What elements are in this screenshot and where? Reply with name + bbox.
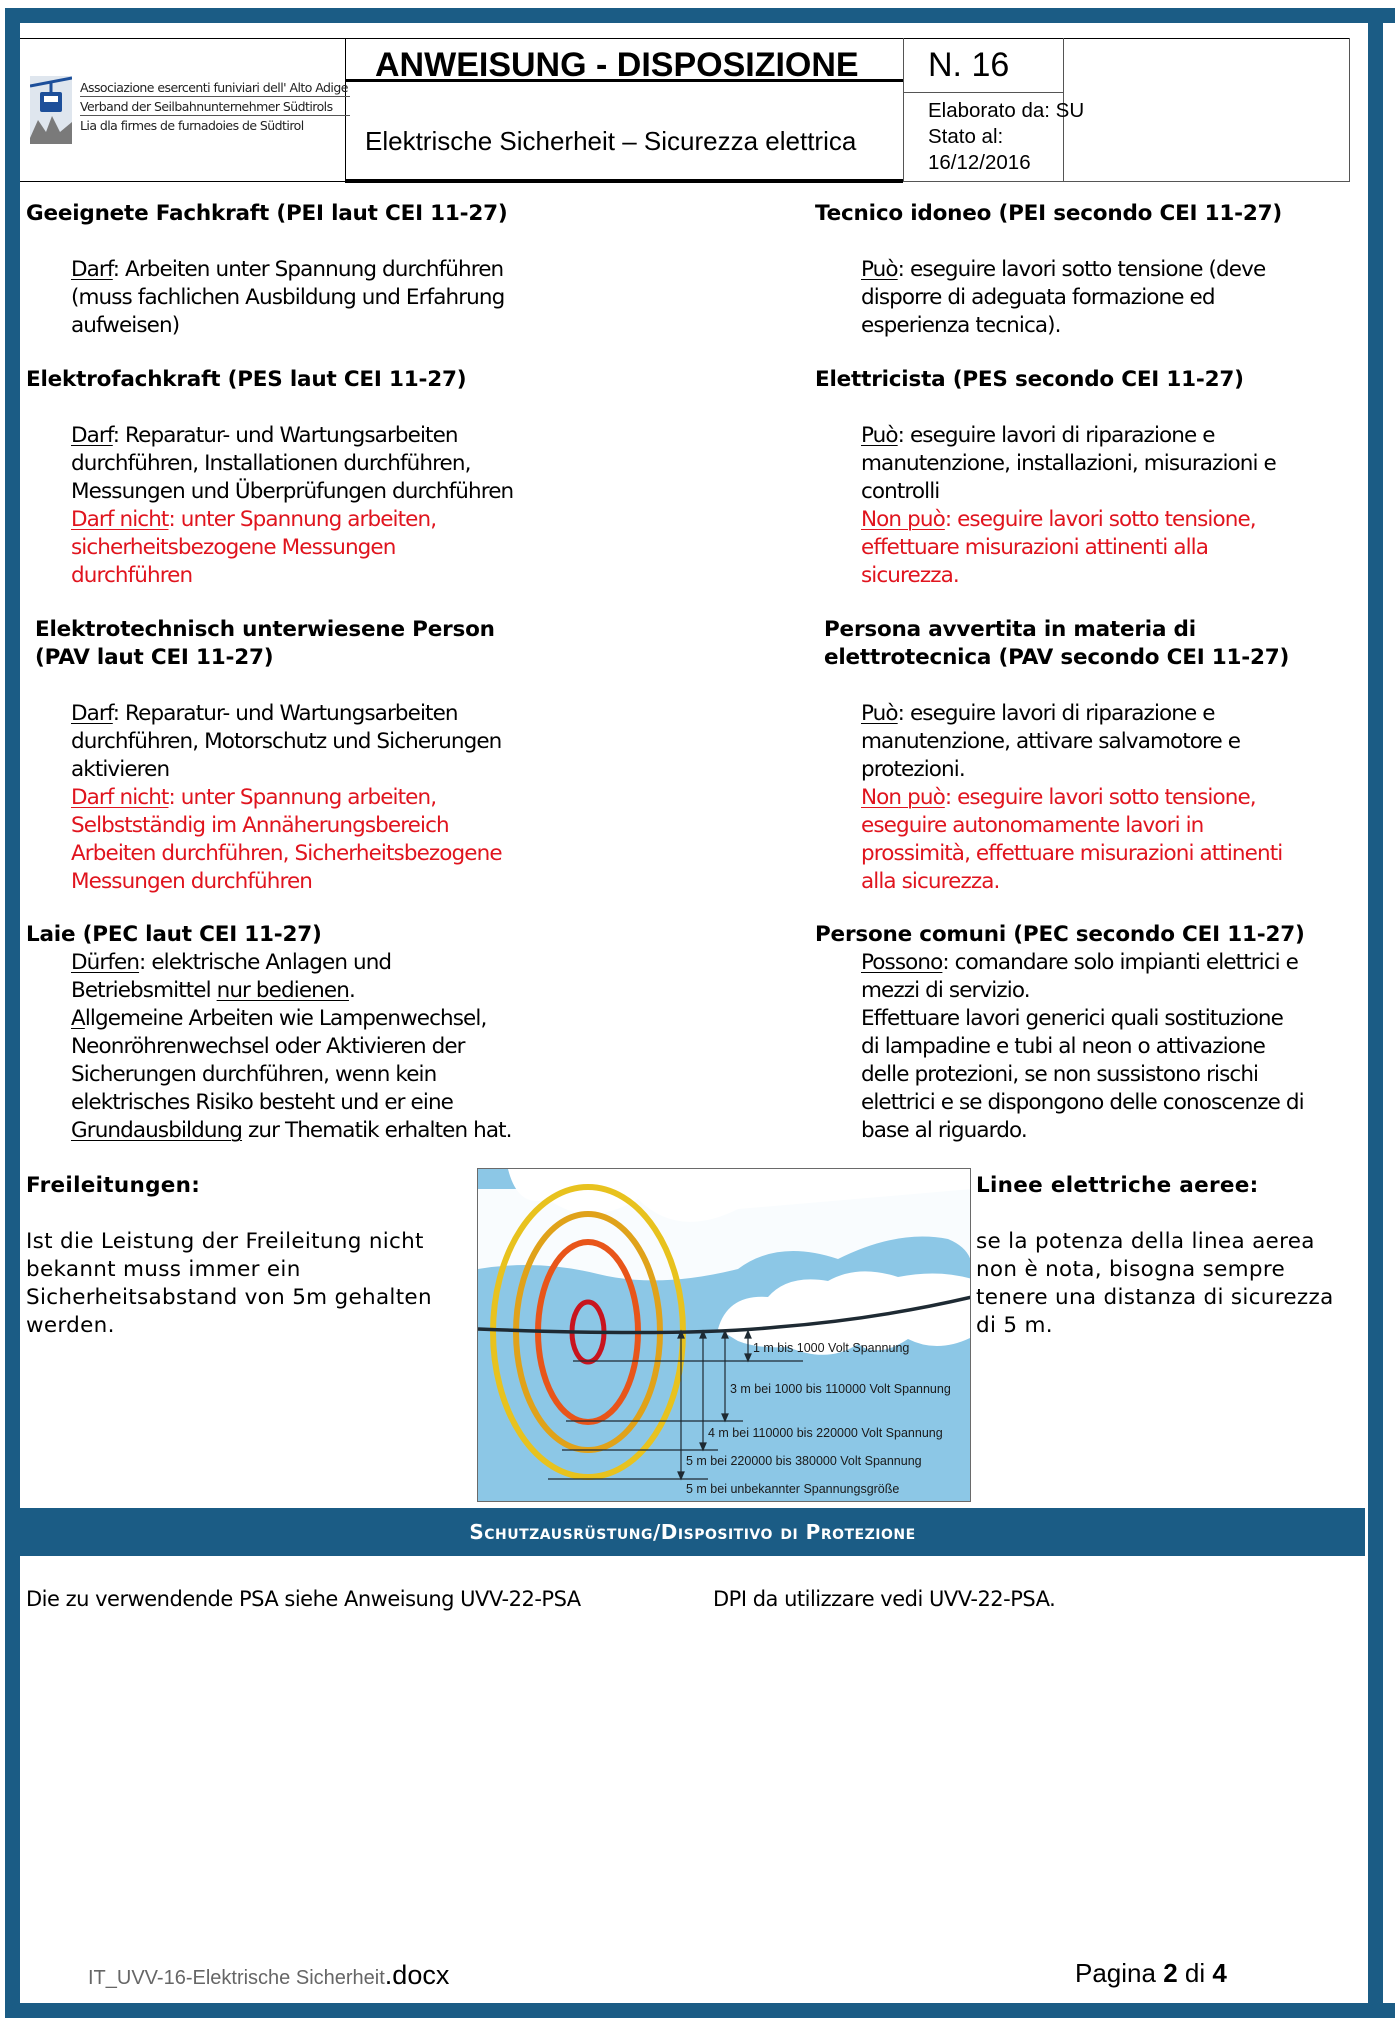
prepared-by: Elaborato da: SU [928, 99, 1085, 122]
text-line: controlli [861, 479, 940, 504]
text-line: : unter Spannung arbeiten, [168, 785, 437, 810]
label-1m: 1 m bis 1000 Volt Spannung [753, 1341, 910, 1355]
status-date: 16/12/2016 [928, 151, 1031, 174]
text-line: : Reparatur- und Wartungsarbeiten [112, 701, 458, 726]
allowed-label: Darf [71, 701, 113, 726]
logo-line-de: Verband der Seilbahnunternehmer Südtirols [80, 97, 350, 116]
status-label: Stato al: [928, 125, 1004, 148]
text-line: bekannt muss immer ein [26, 1257, 301, 1282]
denied-label: Non può [861, 785, 945, 810]
page-frame-left [5, 8, 20, 2018]
page-frame-top [5, 8, 1395, 23]
text-line: zur Thematik erhalten hat. [242, 1118, 512, 1143]
text-line: aktivieren [71, 757, 170, 782]
text-line: aufweisen) [71, 313, 180, 338]
text-line: alla sicurezza. [861, 869, 1000, 894]
header-border-right [1349, 38, 1350, 182]
heading-pes-it: Elettricista (PES secondo CEI 11-27) [815, 367, 1244, 392]
text-line: sicurezza. [861, 563, 959, 588]
logo [20, 38, 348, 182]
allowed-label: Darf [71, 423, 113, 448]
pes-de-body [71, 422, 513, 590]
text-line: non è nota, bisogna sempre [976, 1257, 1286, 1282]
text-line: Neonröhrenwechsel oder Aktivieren der [71, 1034, 465, 1059]
text-line: : eseguire lavori di riparazione e [897, 423, 1215, 448]
heading-pes-de: Elektrofachkraft (PES laut CEI 11-27) [26, 367, 467, 392]
page-current: 2 [1163, 1958, 1178, 1988]
text-line: . [348, 978, 355, 1003]
text-line: esperienza tecnica). [861, 313, 1061, 338]
allowed-label: Può [861, 423, 898, 448]
heading-pav-de [35, 616, 495, 672]
text-line: werden. [26, 1313, 115, 1338]
text-line: tenere una distanza di sicurezza [976, 1285, 1334, 1310]
text-line: elektrisches Risiko besteht und er eine [71, 1090, 454, 1115]
text-line: durchführen, Installationen durchführen, [71, 451, 471, 476]
footer-page-number [1075, 1958, 1227, 1989]
text-line: llgemeine Arbeiten wie Lampenwechsel, [84, 1006, 487, 1031]
text-line: elettrici e se dispongono delle conoscenze di [861, 1090, 1304, 1115]
text-line: : elektrische Anlagen und [139, 950, 392, 975]
heading-pec-de: Laie (PEC laut CEI 11-27) [26, 922, 322, 947]
emphasis: nur bedienen [216, 978, 349, 1003]
heading-line: (PAV laut CEI 11-27) [35, 645, 274, 670]
page-label: Pagina [1075, 1958, 1164, 1988]
filename-extension: .docx [384, 1960, 450, 1990]
page-frame-right [1368, 8, 1383, 2018]
text-line: Betriebsmittel [71, 978, 217, 1003]
text-line: Messungen durchführen [71, 869, 313, 894]
overhead-de-body [26, 1228, 432, 1340]
text-line: effettuare misurazioni attinenti alla [861, 535, 1209, 560]
allowed-label: Dürfen [71, 950, 140, 975]
denied-label: Non può [861, 507, 945, 532]
text-line: Sicherungen durchführen, wenn kein [71, 1062, 437, 1087]
header-divider-number [903, 38, 904, 182]
heading-line: Persona avvertita in materia di [824, 617, 1196, 642]
text-line: (muss fachlichen Ausbildung und Erfahrung [71, 285, 505, 310]
pei-it-allowed [861, 256, 1265, 340]
allowed-label: Darf [71, 257, 113, 282]
text-line: : unter Spannung arbeiten, [168, 507, 437, 532]
label-5m-380kv: 5 m bei 220000 bis 380000 Volt Spannung [686, 1454, 922, 1468]
text-line: manutenzione, installazioni, misurazioni e [861, 451, 1276, 476]
page-separator: di [1177, 1958, 1213, 1988]
text-line: durchführen, Motorschutz und Sicherungen [71, 729, 502, 754]
pec-de-body [71, 949, 512, 1145]
cable-car-icon [30, 76, 72, 144]
label-3m: 3 m bei 1000 bis 110000 Volt Spannung [730, 1382, 951, 1396]
pav-it-body [861, 700, 1282, 896]
pei-de-allowed [71, 256, 504, 340]
emphasis: Grundausbildung [71, 1118, 243, 1143]
heading-overhead-it: Linee elettriche aeree: [976, 1173, 1259, 1198]
allowed-label: Possono [861, 950, 943, 975]
text-line: Sicherheitsabstand von 5m gehalten [26, 1285, 432, 1310]
text-line: Selbstständig im Annäherungsbereich [71, 813, 449, 838]
text-line: : comandare solo impianti elettrici e [942, 950, 1298, 975]
diagram-svg [478, 1169, 971, 1502]
heading-overhead-de: Freileitungen: [26, 1173, 201, 1198]
document-meta [928, 98, 1084, 176]
document-title: ANWEISUNG - DISPOSIZIONE [375, 46, 859, 84]
page-frame-bottom [5, 2003, 1395, 2018]
heading-line: Elektrotechnisch unterwiesene Person [35, 617, 495, 642]
page-total: 4 [1212, 1958, 1227, 1988]
document-subtitle: Elektrische Sicherheit – Sicurezza elettrica [365, 126, 857, 156]
text-line: manutenzione, attivare salvamotore e [861, 729, 1241, 754]
text-line: delle protezioni, se non sussistono rischi [861, 1062, 1259, 1087]
header-border-bottom-title [345, 179, 903, 183]
label-4m: 4 m bei 110000 bis 220000 Volt Spannung [708, 1426, 943, 1440]
denied-label: Darf nicht [71, 785, 169, 810]
heading-pei-it: Tecnico idoneo (PEI secondo CEI 11-27) [815, 201, 1283, 226]
text-line: durchführen [71, 563, 193, 588]
footer-filename [88, 1960, 449, 1991]
allowed-label: Può [861, 257, 898, 282]
text-line: eseguire autonomamente lavori in [861, 813, 1204, 838]
overhead-it-body [976, 1228, 1334, 1340]
pav-de-body [71, 700, 502, 896]
header-border-bottom-right [903, 181, 1350, 182]
protection-de-text: Die zu verwendende PSA siehe Anweisung UVV-22-PSA [26, 1587, 581, 1611]
filename-text: IT_UVV-16-Elektrische Sicherheit [88, 1967, 385, 1989]
section-protection-header: Schutzausrüstung/Dispositivo di Protezione [20, 1508, 1365, 1556]
text-line: base al riguardo. [861, 1118, 1027, 1143]
heading-pec-it: Persone comuni (PEC secondo CEI 11-27) [815, 922, 1305, 947]
emphasis: A [71, 1006, 85, 1031]
text-line: mezzi di servizio. [861, 978, 1030, 1003]
text-line: : Arbeiten unter Spannung durchführen [112, 257, 504, 282]
safety-distance-diagram [477, 1168, 971, 1502]
allowed-label: Può [861, 701, 898, 726]
document-number: N. 16 [928, 46, 1010, 84]
text-line: : eseguire lavori sotto tensione, [944, 507, 1256, 532]
protection-it-text: DPI da utilizzare vedi UVV-22-PSA. [713, 1587, 1056, 1611]
text-line: Messungen und Überprüfungen durchführen [71, 479, 514, 504]
logo-text [80, 78, 350, 135]
text-line: prossimità, effettuare misurazioni attinenti [861, 841, 1283, 866]
text-line: di 5 m. [976, 1313, 1053, 1338]
text-line: Arbeiten durchführen, Sicherheitsbezogene [71, 841, 502, 866]
heading-line: elettrotecnica (PAV secondo CEI 11-27) [824, 645, 1290, 670]
text-line: se la potenza della linea aerea [976, 1229, 1315, 1254]
text-line: disporre di adeguata formazione ed [861, 285, 1215, 310]
text-line: : Reparatur- und Wartungsarbeiten [112, 423, 458, 448]
text-line: protezioni. [861, 757, 965, 782]
document-header [20, 38, 1350, 182]
pes-it-body [861, 422, 1276, 590]
text-line: di lampadine e tubi al neon o attivazione [861, 1034, 1265, 1059]
logo-line-it: Associazione esercenti funiviari dell' Alto Adige [80, 78, 350, 97]
heading-pei-de: Geeignete Fachkraft (PEI laut CEI 11-27) [26, 201, 508, 226]
text-line: : eseguire lavori sotto tensione (deve [897, 257, 1266, 282]
text-line: Effettuare lavori generici quali sostituzione [861, 1006, 1283, 1031]
heading-pav-it [824, 616, 1289, 672]
label-5m-unknown: 5 m bei unbekannter Spannungsgröße [686, 1482, 900, 1496]
text-line: sicherheitsbezogene Messungen [71, 535, 396, 560]
pec-it-body [861, 949, 1304, 1145]
text-line: Ist die Leistung der Freileitung nicht [26, 1229, 424, 1254]
logo-line-lad: Lia dla firmes de furnadoies de Südtirol [80, 118, 304, 133]
denied-label: Darf nicht [71, 507, 169, 532]
text-line: : eseguire lavori di riparazione e [897, 701, 1215, 726]
text-line: : eseguire lavori sotto tensione, [944, 785, 1256, 810]
header-divider-meta [903, 92, 1063, 93]
